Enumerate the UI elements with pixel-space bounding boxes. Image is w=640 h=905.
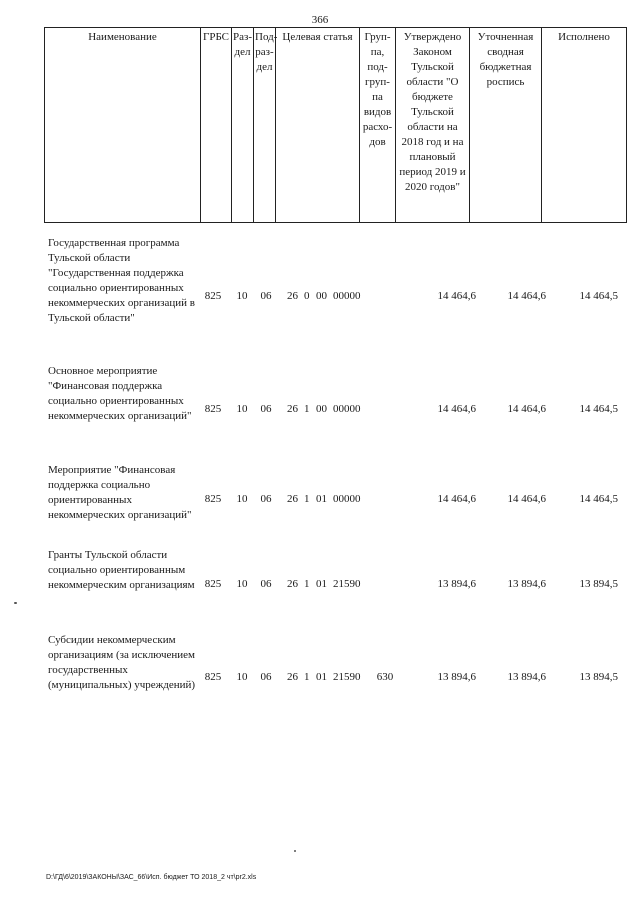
row-name: Государственная программа Тульской области "Государственная поддержка социально ориентированных некоммерческих организаций в Тульской области" <box>48 237 195 324</box>
row-podrazdel: 06 <box>260 403 272 415</box>
row-refined: 14 464,6 <box>507 493 546 505</box>
row-target-subprogram: 1 <box>304 493 310 505</box>
row-razdel: 10 <box>236 578 248 590</box>
header-executed: Исполнено <box>542 28 627 223</box>
header-refined: Уточненная сводная бюджетная роспись <box>470 28 542 223</box>
row-executed: 13 894,5 <box>579 578 618 590</box>
row-target-program: 26 <box>287 493 298 505</box>
row-grbs: 825 <box>204 578 222 590</box>
header-podrazdel: Под- раз- дел <box>254 28 276 223</box>
row-name: Субсидии некоммерческим организациям (за исключением государственных (муниципальных) учреждений) <box>48 634 196 691</box>
row-executed: 14 464,5 <box>579 403 618 415</box>
row-target-direction: 00000 <box>333 493 361 505</box>
row-target-program: 26 <box>287 290 298 302</box>
row-approved: 13 894,6 <box>437 578 476 590</box>
row-target-direction: 21590 <box>333 578 361 590</box>
header-group: Груп- па, под- груп- па видов расхо- дов <box>360 28 396 223</box>
row-refined: 13 894,6 <box>507 671 546 683</box>
row-podrazdel: 06 <box>260 671 272 683</box>
row-target-direction: 00000 <box>333 290 361 302</box>
row-grbs: 825 <box>204 493 222 505</box>
row-grbs: 825 <box>204 290 222 302</box>
row-approved: 14 464,6 <box>437 290 476 302</box>
row-name: Гранты Тульской области социально ориентированным некоммерческим организациям <box>48 549 195 591</box>
row-target-direction: 21590 <box>333 671 361 683</box>
row-razdel: 10 <box>236 290 248 302</box>
header-razdel: Раз- дел <box>232 28 254 223</box>
header-grbs: ГРБС <box>201 28 232 223</box>
row-razdel: 10 <box>236 493 248 505</box>
row-podrazdel: 06 <box>260 493 272 505</box>
header-target: Целевая статья <box>276 28 360 223</box>
row-executed: 14 464,5 <box>579 493 618 505</box>
row-target-event: 01 <box>316 493 327 505</box>
row-name: Мероприятие "Финансовая поддержка социально ориентированных некоммерческих организаций" <box>48 464 192 521</box>
row-refined: 13 894,6 <box>507 578 546 590</box>
file-path-footer: D:\ГД\6\2019\ЗАКОНЫ\ЗАС_66\Исп. бюджет ТО 2018_2 чт\pr2.xls <box>46 874 257 881</box>
row-name: Основное мероприятие "Финансовая поддержка социально ориентированных некоммерческих организаций" <box>48 365 192 422</box>
row-expense-group: 630 <box>376 671 394 683</box>
row-target-direction: 00000 <box>333 403 361 415</box>
row-target-program: 26 <box>287 671 298 683</box>
row-grbs: 825 <box>204 671 222 683</box>
row-target-subprogram: 1 <box>304 578 310 590</box>
row-target-event: 01 <box>316 671 327 683</box>
row-approved: 13 894,6 <box>437 671 476 683</box>
row-grbs: 825 <box>204 403 222 415</box>
row-approved: 14 464,6 <box>437 493 476 505</box>
row-target-event: 00 <box>316 290 327 302</box>
row-target-program: 26 <box>287 403 298 415</box>
table-header <box>44 27 627 223</box>
row-executed: 14 464,5 <box>579 290 618 302</box>
row-razdel: 10 <box>236 671 248 683</box>
row-refined: 14 464,6 <box>507 290 546 302</box>
header-name: Наименование <box>45 28 201 223</box>
row-target-program: 26 <box>287 578 298 590</box>
row-podrazdel: 06 <box>260 578 272 590</box>
header-approved: Утверждено Законом Тульской области "О бюджете Тульской области на 2018 год и на плановый период 2019 и 2020 годов" <box>396 28 470 223</box>
row-podrazdel: 06 <box>260 290 272 302</box>
page-number: 366 <box>311 14 329 26</box>
row-target-subprogram: 1 <box>304 403 310 415</box>
row-target-subprogram: 0 <box>304 290 310 302</box>
row-target-subprogram: 1 <box>304 671 310 683</box>
scan-speck <box>14 602 17 604</box>
row-razdel: 10 <box>236 403 248 415</box>
row-refined: 14 464,6 <box>507 403 546 415</box>
row-executed: 13 894,5 <box>579 671 618 683</box>
row-target-event: 00 <box>316 403 327 415</box>
row-approved: 14 464,6 <box>437 403 476 415</box>
scan-speck <box>294 850 296 852</box>
row-target-event: 01 <box>316 578 327 590</box>
